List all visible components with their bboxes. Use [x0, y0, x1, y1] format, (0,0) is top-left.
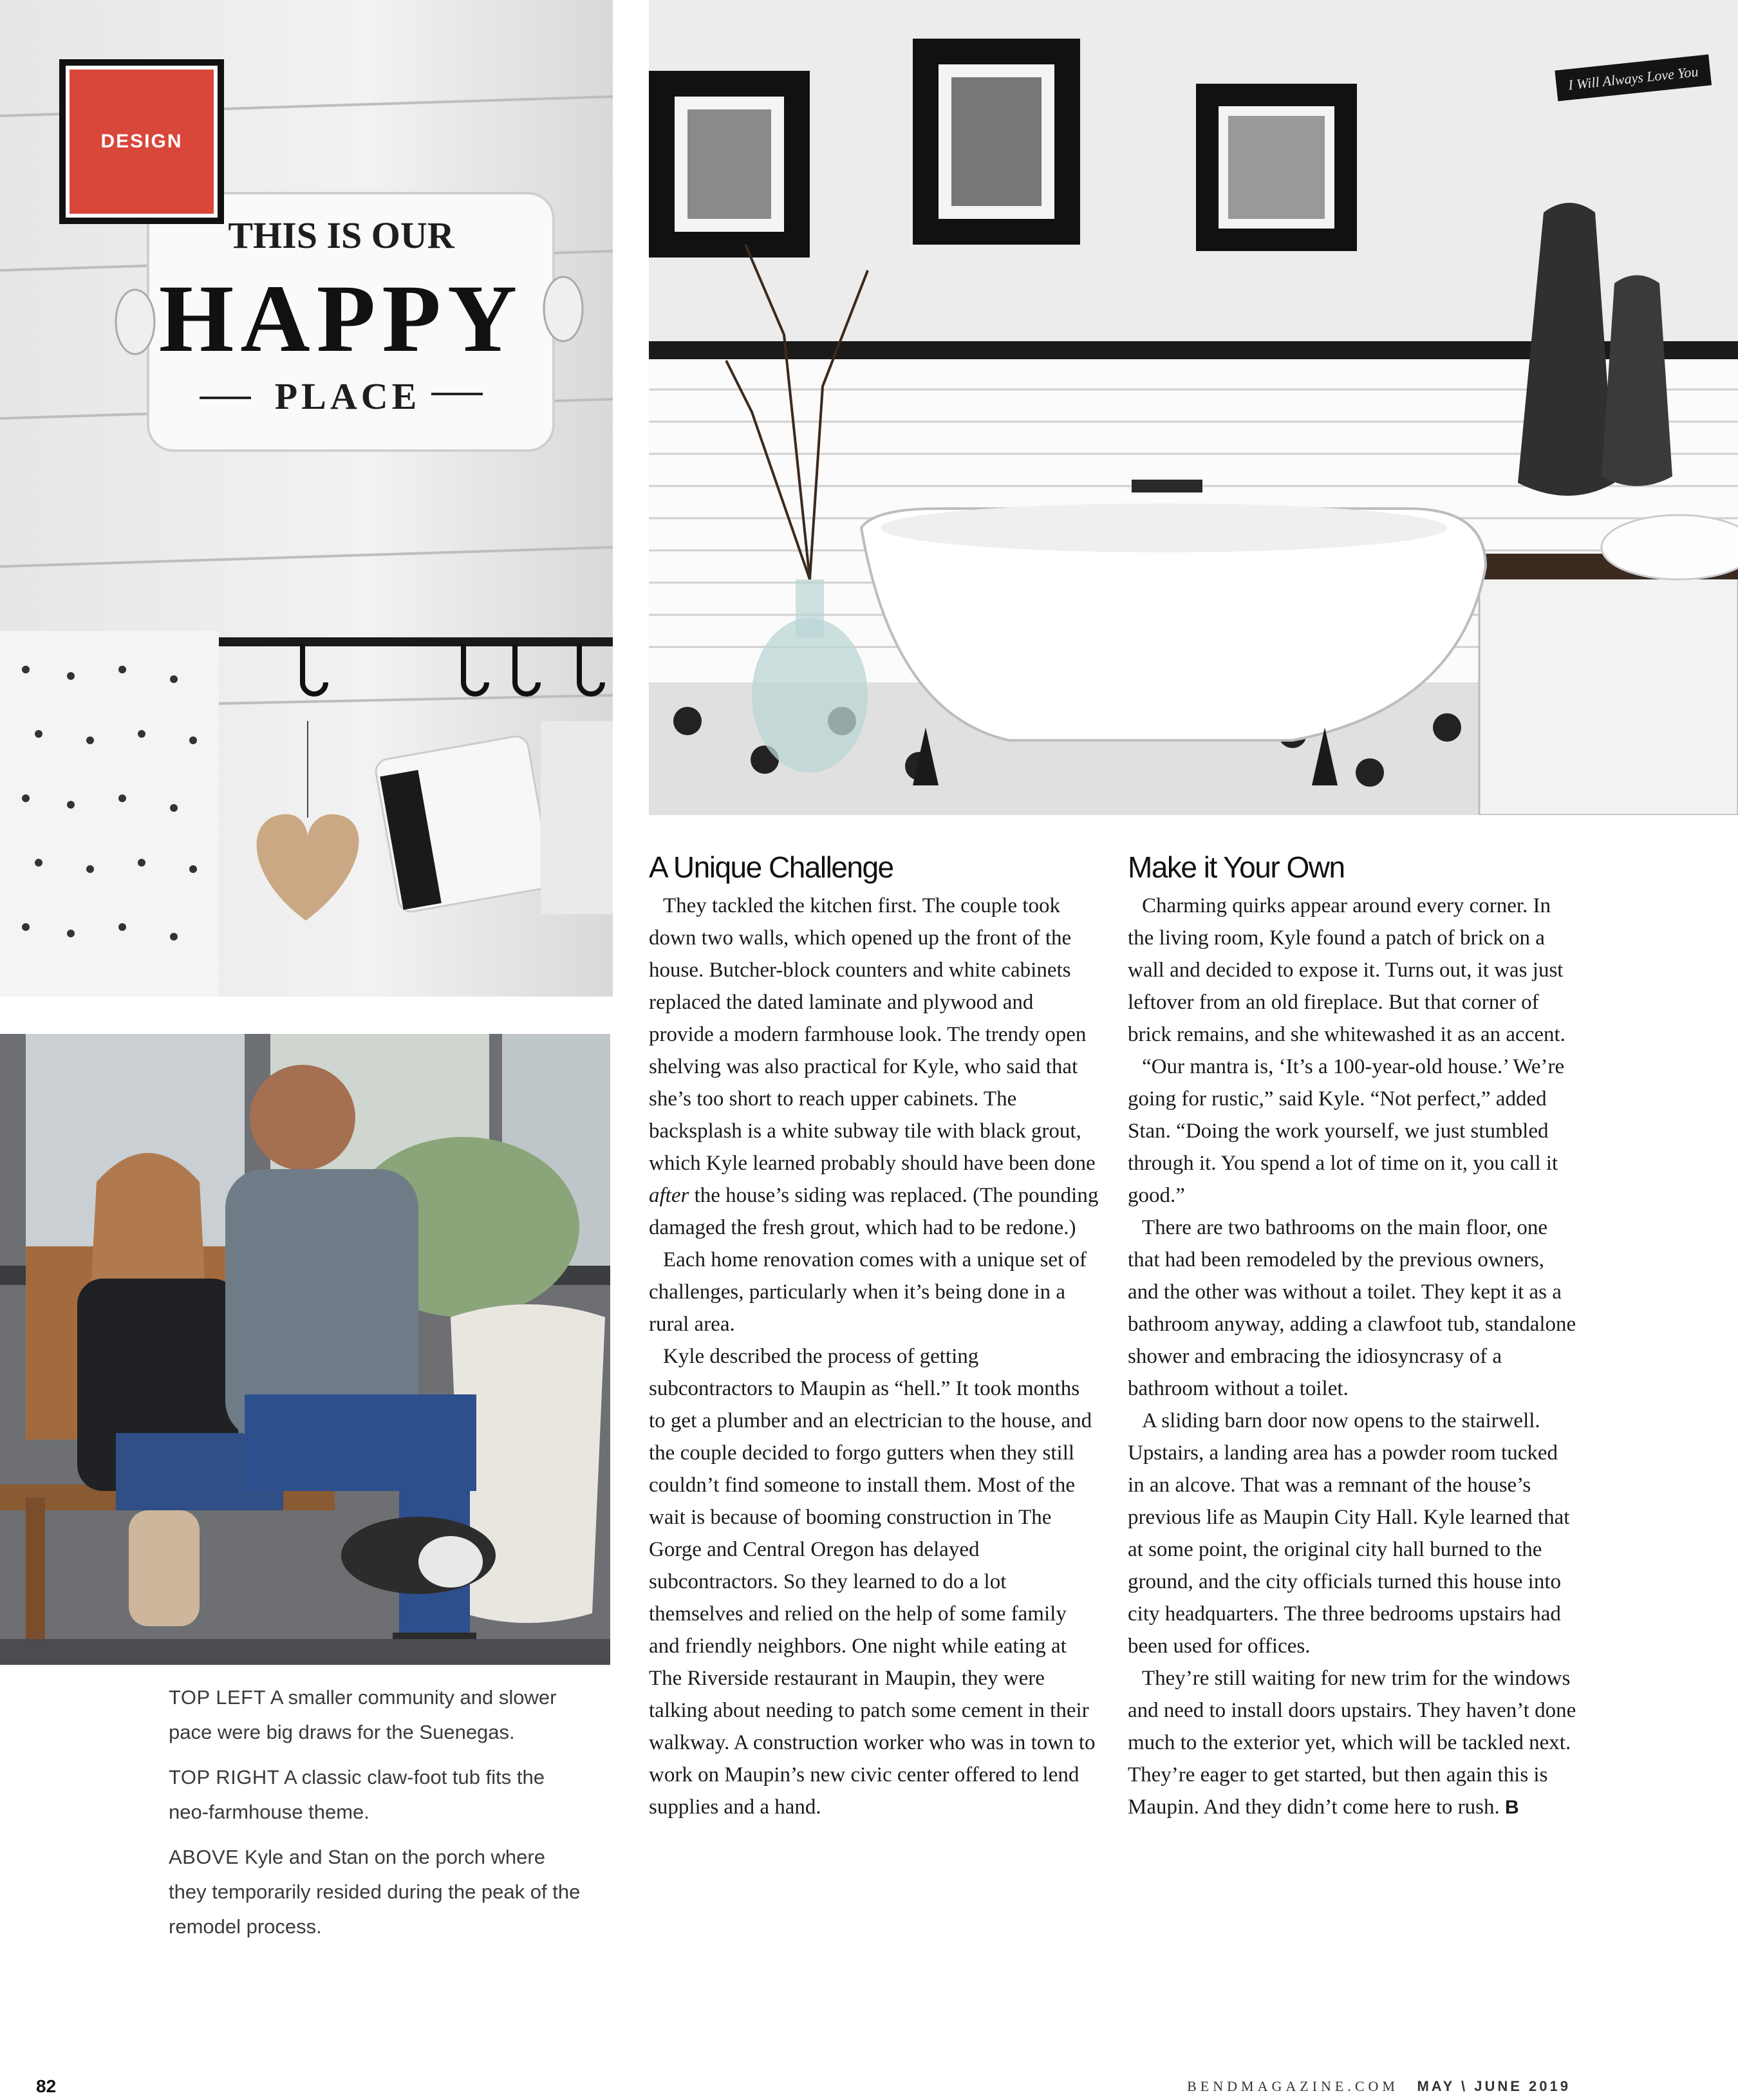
right-paragraph-2: “Our mantra is, ‘It’s a 100-year-old house.’ We’re going for rustic,” said Kyle. “Not perfect,” added Stan. “Doing the work yourself, we just stumbled through it. You spend a lot of time on it, you call it good.” [1128, 1055, 1565, 1207]
end-mark-icon: B [1504, 1797, 1517, 1818]
footer-publication [1184, 2078, 1571, 2095]
heading-unique-challenge: A Unique Challenge [649, 850, 893, 884]
right-paragraph-5: They’re still waiting for new trim for the windows and need to install doors upstairs. They haven’t done much to the exterior yet, which will be tackled next. They’re eager to get started, but then again this is Maupin. And they didn’t come here to rush. B [1128, 1662, 1578, 1824]
left-paragraph-1: They tackled the kitchen first. The couple took down two walls, which opened up the front of the house. Butcher-block counters and white cabinets replaced the dated laminate and plywood and provide a modern farmhouse look. The trendy open shelving was also practical for Kyle, who said that she’s too short to reach upper cabinets. The backsplash is a white subway tile with black grout, which Kyle learned probably should have been done after the house’s siding was replaced. (The pounding damaged the fresh grout, which had to be redone.) [649, 894, 1099, 1239]
photo-captions [169, 1680, 581, 1955]
emphasis-after: after [649, 1184, 689, 1207]
footer-issue: MAY \ JUNE 2019 [1417, 2078, 1571, 2094]
caption-top-right: TOP RIGHT A classic claw-foot tub fits the neo-farmhouse theme. [169, 1766, 545, 1823]
sign-text-line2: HAPPY [158, 265, 524, 372]
caption-above: ABOVE Kyle and Stan on the porch where they temporarily resided during the peak of the remodel process. [169, 1846, 581, 1938]
right-paragraph-1: Charming quirks appear around every corner. In the living room, Kyle found a patch of brick on a wall and decided to expose it. Turns out, it was just leftover from an old fireplace. But that corner of brick remains, and she whitewashed it as an accent. [1128, 894, 1565, 1046]
wall-sign-text: I Will Always Love You [1567, 63, 1699, 93]
section-tag [59, 59, 224, 224]
right-article-body [1128, 890, 1578, 1824]
left-article-body [649, 890, 1099, 1823]
section-tag-label: DESIGN [100, 131, 183, 152]
sign-text-line1: THIS IS OUR [228, 214, 454, 256]
right-paragraph-4: A sliding barn door now opens to the stairwell. Upstairs, a landing area has a powder room tucked in an alcove. That was a remnant of the house’s previous life as Maupin City Hall. Kyle learned that at some point, the original city hall burned to the ground, and the city officials turned this house into city headquarters. The three bedrooms upstairs had been used for offices. [1128, 1409, 1570, 1658]
footer-site: BENDMAGAZINE.COM [1187, 2078, 1399, 2094]
photo-couple-on-porch [0, 1034, 610, 1665]
page-number: 82 [36, 2076, 57, 2096]
caption-top-left: TOP LEFT A smaller community and slower pace were big draws for the Suenegas. [169, 1686, 557, 1743]
right-paragraph-3: There are two bathrooms on the main floor, one that had been remodeled by the previous owners, and the other was without a toilet. They kept it as a bathroom anyway, adding a clawfoot tub, standalone shower and embracing the idiosyncrasy of a bathroom without a toilet. [1128, 1216, 1576, 1400]
left-paragraph-3: Kyle described the process of getting subcontractors to Maupin as “hell.” It took months to get a plumber and an electrician to the house, and the couple decided to forgo gutters when they still couldn’t find someone to install them. Most of the wait is because of booming construction in The Gorge and Central Oregon has delayed subcontractors. So they learned to do a lot themselves and relied on the help of some family and friendly neighbors. One night while eating at The Riverside restaurant in Maupin, they were talking about needing to patch some cement in their walkway. A construction worker who was in town to work on Maupin’s new civic center offered to lend supplies and a hand. [649, 1345, 1096, 1819]
sign-text-line3: PLACE [274, 375, 421, 417]
left-paragraph-2: Each home renovation comes with a unique set of challenges, particularly when it’s being done in a rural area. [649, 1248, 1087, 1336]
heading-make-it-your-own: Make it Your Own [1128, 850, 1345, 884]
photo-clawfoot-tub [649, 0, 1738, 815]
